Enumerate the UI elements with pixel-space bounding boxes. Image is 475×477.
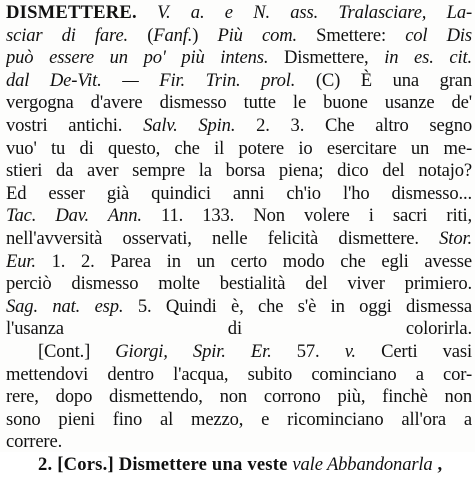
italic-text: Eur. [6,250,36,272]
text-line [6,46,472,70]
body-text: vuo' tu di questo, che il potere io esercitare un me- [6,137,472,159]
headword-text: , [432,454,443,475]
text-line [6,114,472,138]
body-text: vergogna d'avere dismesso tutte le buone usanze de' [6,92,472,114]
body-text: 57. [271,341,345,362]
text-line [6,204,472,228]
italic-text: Sag. nat. esp. [6,295,124,317]
text-line [6,69,472,93]
body-text: 5. Quindi è, che s'è in oggi dismessa [123,295,472,317]
text-line [6,159,472,183]
text-line [6,295,472,319]
body-text: (C) È una gran [295,69,472,91]
body-text: stieri da aver sempre la borsa piena; dico del notajo? [6,160,472,182]
italic-text: Fanf. [153,24,193,46]
text-line [6,385,472,409]
text-line [6,408,472,432]
body-text: 1. 2. Parea in un certo modo che egli avesse [35,250,472,272]
italic-text: Salv. Spin. [143,115,236,136]
body-text: ) [192,24,218,46]
italic-text: Tac. Dav. Ann. [6,205,142,227]
body-text: sono pieni fino al mezzo, e ricominciano all'ora a [6,408,472,430]
italic-text: Più com. [217,24,297,46]
body-text: vostri antichi. [6,115,144,136]
text-line [6,250,472,274]
body-text: Dismettere, [268,47,385,69]
text-line [6,24,472,48]
body-text: 11. 133. Non volere i sacri riti, [141,205,472,227]
italic-text: col Dis [405,24,472,46]
body-text: nell'avversità osservati, nelle felicità dismettere. [6,228,440,249]
text-line [38,340,472,364]
text-line [6,1,472,25]
body-text: perciò dismesso molte bestialità del viver primiero. [6,273,472,295]
headword-text: 2. [Cors.] Dismettere una veste [38,454,293,475]
text-line [6,430,472,454]
italic-text: Stor. [439,228,472,249]
italic-text: dal De-Vit. — Fir. Trin. prol. [6,69,296,91]
text-line [6,227,472,251]
body-text: Certi vasi [355,341,472,362]
body-text: correre. [6,431,63,453]
body-text: mettendovi dentro l'acqua, subito cominciano a cor- [6,363,472,385]
text-line [6,91,472,115]
body-text: [Cont.] [38,341,116,362]
body-text: 2. 3. Che altro segno [235,115,472,136]
text-line [6,137,472,161]
text-line [38,453,472,477]
body-text: rere, dopo dismettendo, non corrono più, finchè non [6,386,472,408]
text-line [6,272,472,296]
body-text [137,2,157,23]
italic-text: sciar di fare. [6,24,129,46]
body-text: ( [128,24,154,46]
italic-text: Giorgi, Spir. Er. [115,341,272,362]
body-text: l'usanza di colorirla. [6,318,472,340]
italic-text: può essere un po' più intens. [6,47,269,69]
headword-text: DISMETTERE. [6,2,137,23]
italic-text: vale Abbandonarla [292,454,433,475]
text-line [6,182,472,206]
text-line [6,317,472,341]
italic-text: in es. cit. [384,47,472,69]
body-text: Smettere: [297,24,406,46]
text-line [6,363,472,387]
italic-text: V. a. e N. ass. Tralasciare, La- [157,2,472,23]
body-text: Ed esser già quindici anni ch'io l'ho dismesso... [6,182,472,204]
italic-text: v. [344,341,356,362]
